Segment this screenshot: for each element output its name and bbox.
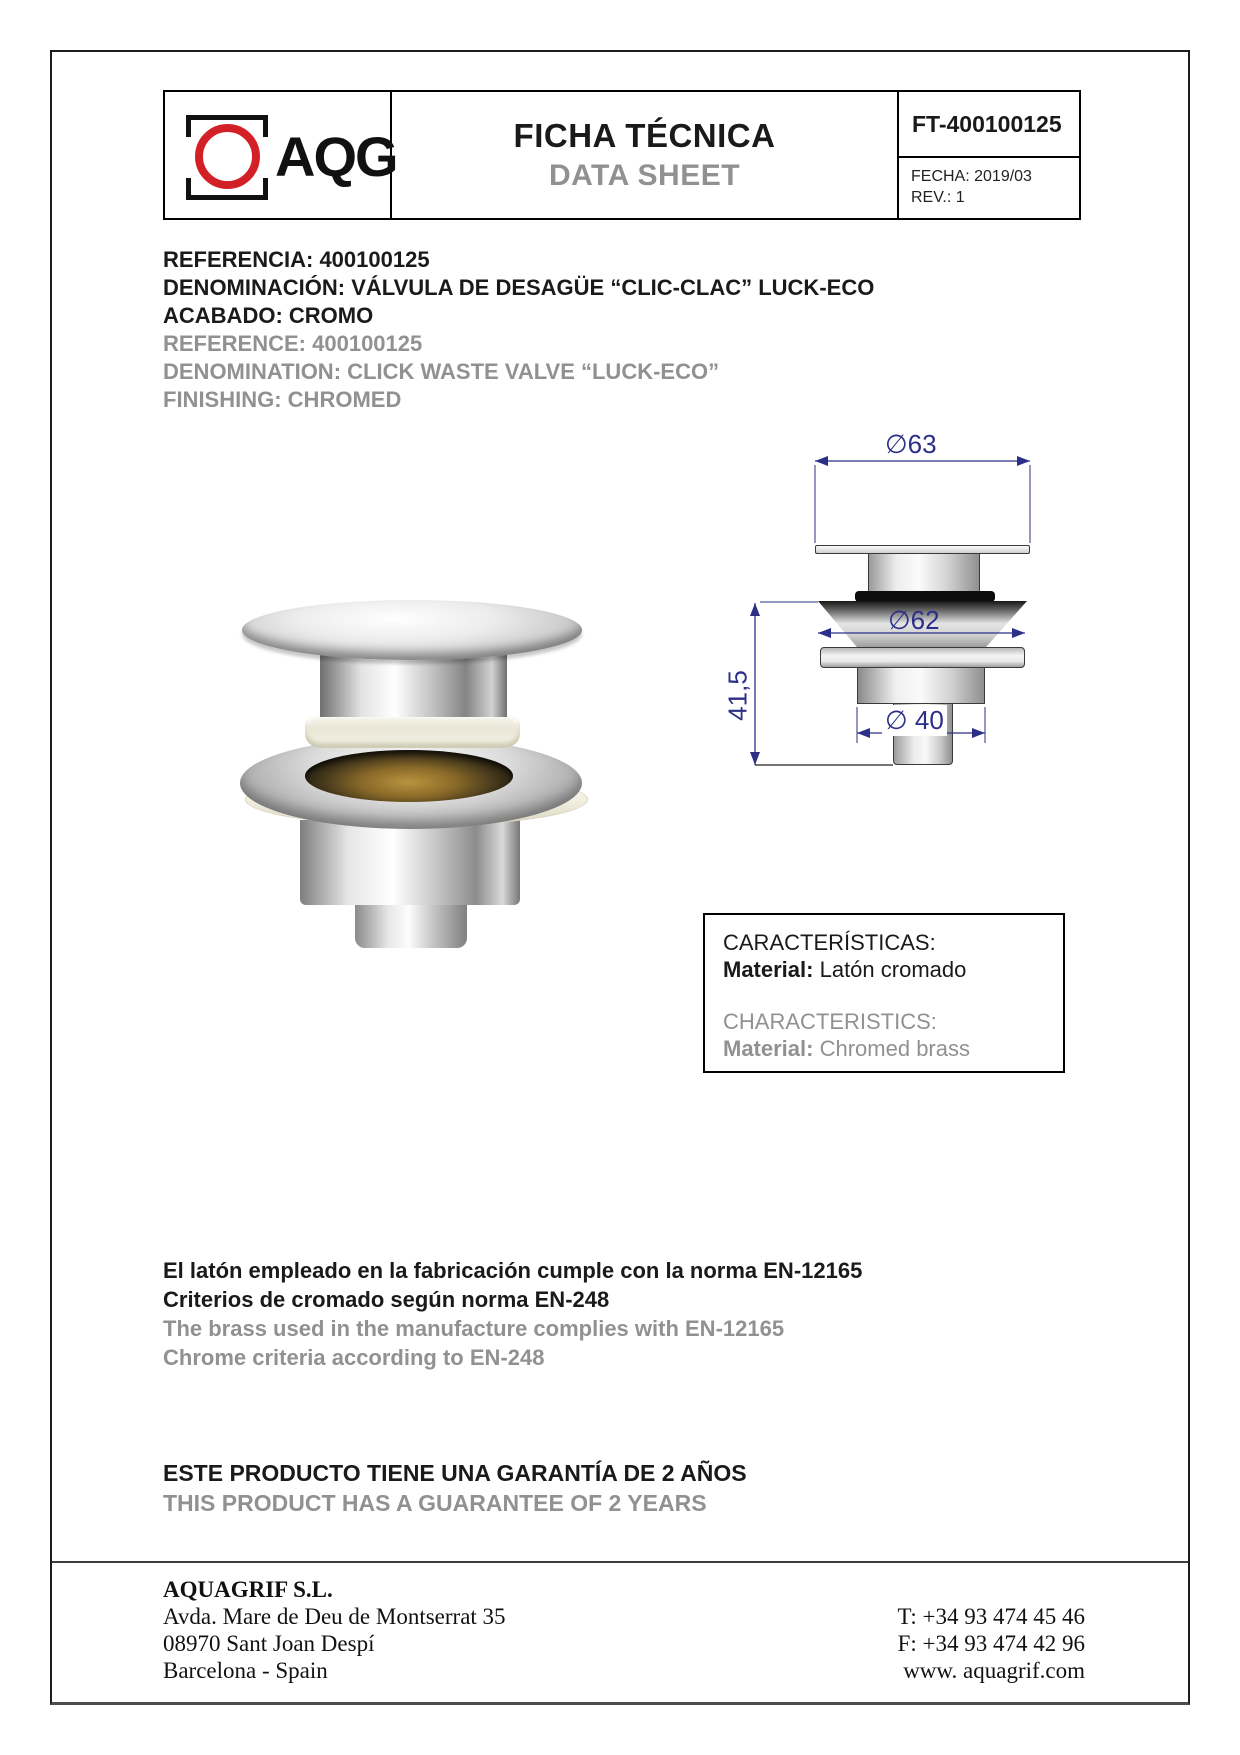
characteristics-title-en: CHARACTERISTICS:: [723, 1009, 937, 1034]
denomination-en: DENOMINATION: CLICK WASTE VALVE “LUCK-ECO”: [163, 359, 720, 384]
photo-seal-ring: [305, 712, 520, 748]
spacer: [723, 983, 1045, 1008]
doc-ref-number: FT-400100125: [899, 92, 1079, 158]
finishing-en: FINISHING: CHROMED: [163, 387, 402, 412]
product-photo: [170, 518, 590, 950]
material-label-es: Material:: [723, 957, 814, 982]
material-value-es: Latón cromado: [813, 957, 967, 982]
photo-valve-body: [300, 820, 520, 905]
photo-drain-hole: [305, 750, 513, 802]
material-value-en: Chromed brass: [813, 1036, 970, 1061]
footer-street: Avda. Mare de Deu de Montserrat 35: [163, 1604, 506, 1629]
denominacion-es: DENOMINACIÓN: VÁLVULA DE DESAGÜE “CLIC-CLAC” LUCK-ECO: [163, 275, 875, 300]
doc-ref-cell: [899, 92, 1079, 218]
norm-en-1: The brass used in the manufacture complies with EN-12165: [163, 1316, 785, 1341]
doc-title-es: FICHA TÉCNICA: [513, 117, 776, 154]
footer-divider: [52, 1561, 1188, 1563]
logo-text: AQG: [275, 125, 397, 188]
dim-label-d62: ∅62: [888, 605, 940, 635]
doc-revision: REV.: 1: [911, 189, 965, 206]
logo-bracket-bottom-left: [186, 178, 191, 200]
footer-fax: F: +34 93 474 42 96: [897, 1631, 1085, 1656]
footer-address: [163, 1576, 897, 1684]
material-label-en: Material:: [723, 1036, 814, 1061]
title-cell: [392, 92, 899, 218]
photo-top-cap: [242, 600, 582, 660]
logo-bracket-top-right: [263, 115, 268, 137]
logo-ring-icon: [195, 124, 260, 189]
header-table: [163, 90, 1081, 220]
photo-stem: [320, 655, 507, 717]
footer-website: www. aquagrif.com: [903, 1658, 1085, 1683]
norm-en-2: Chrome criteria according to EN-248: [163, 1345, 545, 1370]
logo-bracket-bottom-right: [263, 178, 268, 200]
referencia-es: REFERENCIA: 400100125: [163, 247, 430, 272]
material-line-en: [723, 1035, 1045, 1062]
dimension-lines: [630, 425, 1060, 797]
photo-outlet-pipe: [355, 900, 467, 948]
reference-en: REFERENCE: 400100125: [163, 331, 423, 356]
logo-bracket-bottom: [186, 195, 268, 200]
footer-company: AQUAGRIF S.L.: [163, 1577, 333, 1602]
dim-label-height: 41,5: [722, 670, 753, 721]
product-identification: [163, 246, 874, 414]
logo-bracket-top: [186, 115, 268, 120]
footer-contact: [897, 1603, 1085, 1684]
doc-date: FECHA: 2019/03: [911, 168, 1032, 185]
characteristics-title-es: CARACTERÍSTICAS:: [723, 930, 936, 955]
doc-title-en: DATA SHEET: [548, 159, 741, 192]
doc-ref-meta: [899, 158, 1079, 218]
norm-es-2: Criterios de cromado según norma EN-248: [163, 1287, 610, 1312]
norm-es-1: El latón empleado en la fabricación cumple con la norma EN-12165: [163, 1258, 863, 1283]
material-line-es: [723, 956, 1045, 983]
dim-label-d40: ∅ 40: [882, 705, 947, 736]
logo-bracket-top-left: [186, 115, 191, 137]
logo-cell: [165, 92, 397, 218]
footer-country: Barcelona - Spain: [163, 1658, 328, 1683]
norms-block: [163, 1256, 862, 1372]
dim-label-d63: ∅63: [885, 429, 937, 459]
technical-drawing: [630, 425, 1060, 797]
footer: [163, 1576, 1085, 1684]
guarantee-es: ESTE PRODUCTO TIENE UNA GARANTÍA DE 2 AÑOS: [163, 1460, 747, 1486]
footer-phone: T: +34 93 474 45 46: [897, 1604, 1085, 1629]
guarantee-block: [163, 1458, 747, 1518]
guarantee-en: THIS PRODUCT HAS A GUARANTEE OF 2 YEARS: [163, 1490, 707, 1516]
footer-city: 08970 Sant Joan Despí: [163, 1631, 375, 1656]
characteristics-box: [703, 913, 1065, 1073]
acabado-es: ACABADO: CROMO: [163, 303, 374, 328]
